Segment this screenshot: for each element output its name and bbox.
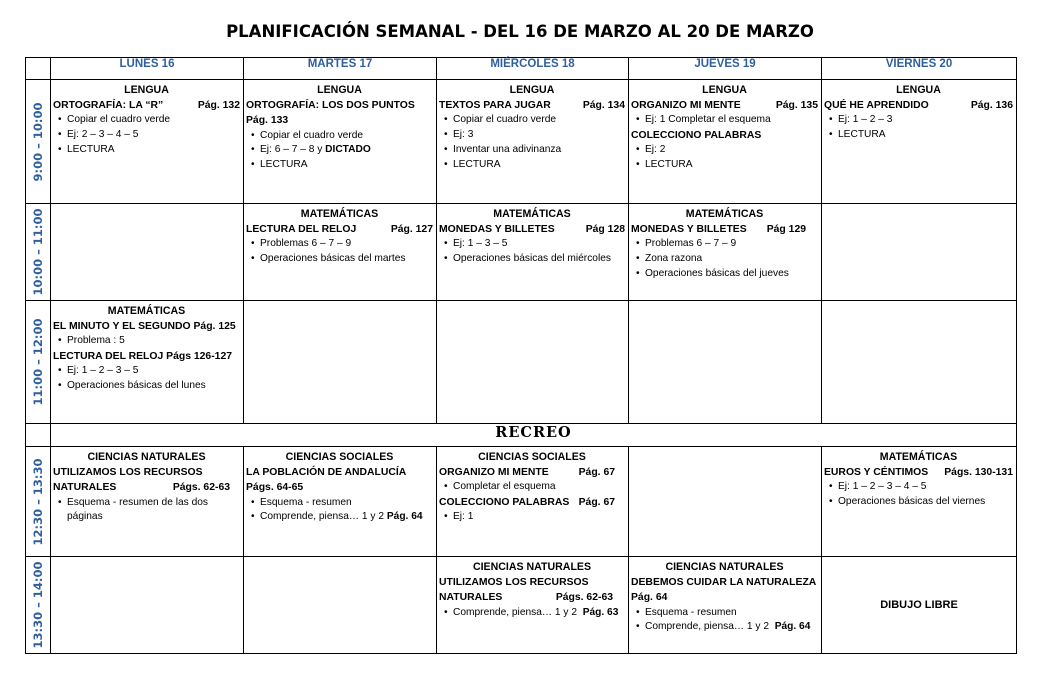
task-item: • LECTURA bbox=[251, 159, 308, 171]
lesson-cell bbox=[437, 204, 629, 301]
schedule-row bbox=[26, 80, 1017, 204]
time-label: 13:30 – 14:00 bbox=[31, 561, 45, 649]
corner-cell bbox=[26, 58, 51, 80]
task-item: • Esquema - resumen bbox=[251, 496, 352, 508]
topic-line: ORGANIZO MI MENTE Pág. 67 bbox=[439, 467, 615, 479]
task-item: • LECTURA bbox=[444, 158, 501, 170]
task-item: • Ej: 3 bbox=[444, 129, 474, 141]
task-item: • Comprende, piensa… 1 y 2 Pág. 64 bbox=[251, 511, 423, 523]
time-label: 12:30 – 13:30 bbox=[31, 458, 45, 545]
day-header-jueves: JUEVES 19 bbox=[629, 58, 822, 80]
page-ref: Pág. 64 bbox=[631, 592, 668, 604]
recreo-label: RECREO bbox=[51, 424, 1017, 447]
topic-line: NATURALES Págs. 62-63 bbox=[53, 482, 230, 494]
topic-line: LECTURA DEL RELOJ Págs 126-127 bbox=[53, 351, 233, 363]
task-item: • Comprende, piensa… 1 y 2 Pág. 63 bbox=[444, 606, 619, 618]
topic-line: NATURALES Págs. 62-63 bbox=[439, 592, 613, 604]
time-slot bbox=[26, 301, 51, 424]
subject-title: LENGUA bbox=[509, 84, 555, 96]
page-ref: Pág. 133 bbox=[246, 115, 289, 127]
empty-cell bbox=[629, 301, 822, 424]
task-item: • Ej: 2 bbox=[636, 144, 666, 156]
subject-title: MATEMÁTICAS bbox=[879, 451, 958, 463]
lesson-cell bbox=[437, 557, 629, 654]
time-slot bbox=[26, 80, 51, 204]
time-label: 11:00 – 12:00 bbox=[31, 318, 45, 406]
task-item: • Operaciones básicas del viernes bbox=[829, 496, 986, 508]
lesson-cell bbox=[51, 447, 244, 557]
lesson-cell bbox=[51, 301, 244, 424]
task-item: • Esquema - resumen de las dos páginas bbox=[58, 496, 208, 523]
day-header-miercoles: MIÉRCOLES 18 bbox=[437, 58, 629, 80]
task-item: • Ej: 6 – 7 – 8 y DICTADO bbox=[251, 144, 371, 156]
lesson-cell bbox=[437, 80, 629, 204]
task-item: • Operaciones básicas del martes bbox=[251, 253, 406, 265]
lesson-cell bbox=[244, 447, 437, 557]
topic-line: TEXTOS PARA JUGAR Pág. 134 bbox=[439, 100, 625, 112]
task-item: • Copiar el cuadro verde bbox=[58, 114, 171, 126]
lesson-cell bbox=[629, 80, 822, 204]
task-item: • Operaciones básicas del jueves bbox=[636, 268, 789, 279]
task-item: • Ej: 1 – 2 – 3 – 4 – 5 bbox=[829, 481, 927, 493]
topic-line: LA POBLACIÓN DE ANDALUCÍA bbox=[246, 467, 407, 479]
task-item: • Zona razona bbox=[636, 253, 703, 265]
page-title: PLANIFICACIÓN SEMANAL - DEL 16 DE MARZO AL 20 DE MARZO bbox=[226, 22, 814, 41]
time-label: 10:00 – 11:00 bbox=[31, 208, 45, 296]
task-item: • LECTURA bbox=[829, 129, 886, 141]
lesson-cell bbox=[822, 447, 1017, 557]
empty-cell bbox=[629, 447, 822, 557]
time-slot bbox=[26, 447, 51, 557]
task-item: • LECTURA bbox=[636, 159, 693, 171]
topic-line: LECTURA DEL RELOJ Pág. 127 bbox=[246, 224, 433, 236]
subject-title: MATEMÁTICAS bbox=[493, 208, 571, 220]
subject-title: CIENCIAS NATURALES bbox=[87, 451, 206, 463]
task-item: • Copiar el cuadro verde bbox=[251, 129, 364, 141]
task-item: • Completar el esquema bbox=[444, 481, 556, 493]
topic-line: MONEDAS Y BILLETES Pág 129 bbox=[631, 224, 806, 236]
task-item: • Ej: 1 – 3 – 5 bbox=[444, 238, 508, 250]
subject-title: CIENCIAS NATURALES bbox=[472, 561, 592, 573]
empty-cell bbox=[822, 204, 1017, 301]
task-item: • Operaciones básicas del lunes bbox=[58, 380, 206, 392]
subject-title: MATEMÁTICAS bbox=[107, 305, 186, 317]
topic-line: COLECCIONO PALABRAS bbox=[631, 130, 762, 142]
subject-title: MATEMÁTICAS bbox=[685, 208, 764, 220]
task-item: • Operaciones básicas del miércoles bbox=[444, 253, 611, 265]
subject-title: LENGUA bbox=[896, 84, 941, 96]
lesson-cell bbox=[437, 447, 629, 557]
schedule-row bbox=[26, 447, 1017, 557]
task-item: • Ej: 1 – 2 – 3 bbox=[829, 114, 893, 126]
page-ref: Págs. 64-65 bbox=[246, 482, 304, 494]
schedule-row bbox=[26, 301, 1017, 424]
empty-cell bbox=[244, 301, 437, 424]
empty-cell bbox=[822, 301, 1017, 424]
task-item: • Ej: 1 bbox=[444, 511, 474, 523]
task-item: • Ej: 2 – 3 – 4 – 5 bbox=[58, 129, 139, 141]
lesson-cell bbox=[822, 80, 1017, 204]
subject-title: LENGUA bbox=[317, 84, 362, 96]
header-row bbox=[26, 58, 1017, 80]
subject-title: CIENCIAS NATURALES bbox=[665, 561, 784, 573]
schedule-row bbox=[26, 204, 1017, 301]
subject-title: CIENCIAS SOCIALES bbox=[478, 451, 586, 463]
task-item: • Comprende, piensa… 1 y 2 Pág. 64 bbox=[636, 621, 811, 633]
empty-cell bbox=[244, 557, 437, 654]
task-item: • Problema : 5 bbox=[58, 335, 125, 347]
weekly-schedule-table bbox=[25, 57, 1017, 654]
task-item: • Copiar el cuadro verde bbox=[444, 114, 557, 126]
lesson-cell bbox=[51, 80, 244, 204]
subject-title: MATEMÁTICAS bbox=[300, 208, 379, 220]
empty-cell bbox=[437, 301, 629, 424]
empty-cell bbox=[51, 557, 244, 654]
lesson-cell bbox=[244, 80, 437, 204]
topic-line: UTILIZAMOS LOS RECURSOS bbox=[53, 467, 203, 479]
recreo-row bbox=[26, 424, 1017, 447]
subject-title: LENGUA bbox=[124, 84, 169, 96]
topic-line: DEBEMOS CUIDAR LA NATURALEZA bbox=[631, 577, 817, 589]
topic-line: MONEDAS Y BILLETES Pág 128 bbox=[439, 224, 625, 236]
task-item: • Inventar una adivinanza bbox=[444, 144, 562, 155]
task-item: • Problemas 6 – 7 – 9 bbox=[251, 238, 352, 250]
time-label: 9:00 – 10:00 bbox=[31, 102, 45, 181]
task-item: • Ej: 1 Completar el esquema bbox=[636, 114, 771, 126]
time-slot bbox=[26, 424, 51, 447]
task-item: • LECTURA bbox=[58, 144, 115, 155]
topic-line: ORTOGRAFÍA: LA “R” Pág. 132 bbox=[53, 100, 240, 112]
time-slot bbox=[26, 204, 51, 301]
schedule-row bbox=[26, 557, 1017, 654]
task-item: • Esquema - resumen bbox=[636, 606, 737, 618]
time-slot bbox=[26, 557, 51, 654]
topic-line: COLECCIONO PALABRAS Pág. 67 bbox=[439, 497, 615, 509]
lesson-cell bbox=[244, 204, 437, 301]
topic-line: UTILIZAMOS LOS RECURSOS bbox=[439, 577, 589, 589]
topic-line: EUROS Y CÉNTIMOS Págs. 130-131 bbox=[824, 467, 1013, 479]
day-header-viernes: VIERNES 20 bbox=[822, 58, 1017, 80]
empty-cell bbox=[51, 204, 244, 301]
topic-line: ORGANIZO MI MENTE Pág. 135 bbox=[631, 100, 818, 112]
lesson-cell-dibujo-libre: DIBUJO LIBRE bbox=[822, 557, 1017, 654]
task-item: • Ej: 1 – 2 – 3 – 5 bbox=[58, 365, 139, 377]
lesson-cell bbox=[629, 557, 822, 654]
subject-title: CIENCIAS SOCIALES bbox=[285, 451, 394, 463]
topic-line: EL MINUTO Y EL SEGUNDO Pág. 125 bbox=[53, 321, 236, 333]
task-item: • Problemas 6 – 7 – 9 bbox=[636, 238, 737, 250]
lesson-cell bbox=[629, 204, 822, 301]
topic-line: ORTOGRAFÍA: LOS DOS PUNTOS bbox=[246, 100, 415, 112]
day-header-martes: MARTES 17 bbox=[244, 58, 437, 80]
day-header-lunes: LUNES 16 bbox=[51, 58, 244, 80]
topic-line: QUÉ HE APRENDIDO Pág. 136 bbox=[824, 100, 1013, 112]
subject-title: LENGUA bbox=[702, 84, 747, 96]
